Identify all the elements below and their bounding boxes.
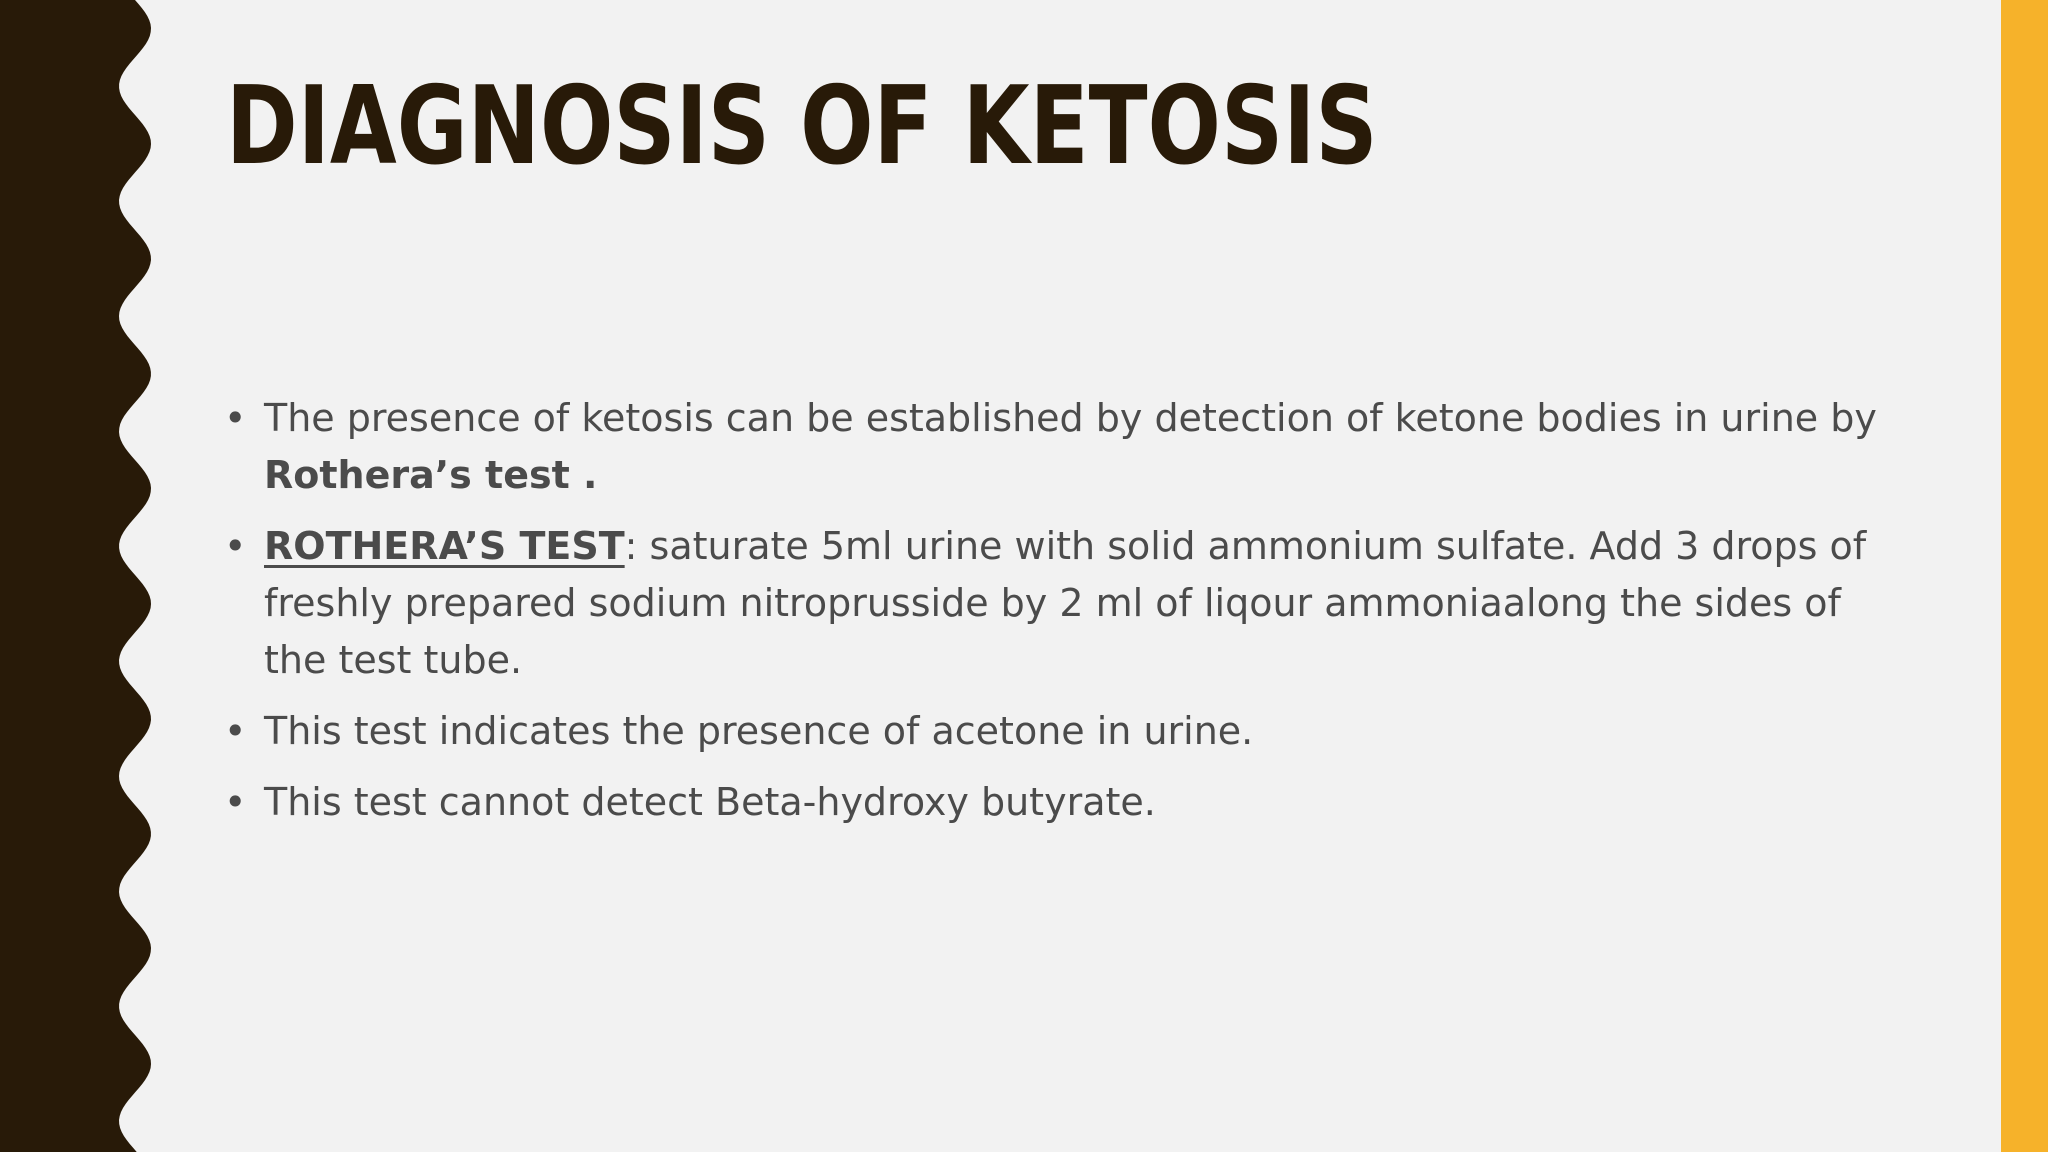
bullet-glyph: • xyxy=(224,780,247,824)
rotheras-test-emphasis: Rothera’s test . xyxy=(264,453,598,497)
bullet-item xyxy=(222,390,1912,504)
bullet-text: saturate 5ml urine with solid ammonium sulfate. Add 3 drops of freshly prepared sodium nitroprusside by 2 ml of liqour ammoniaalong the sides of the test tube. xyxy=(264,524,1867,682)
bullet-glyph: • xyxy=(224,396,247,440)
bullet-item xyxy=(222,774,1912,831)
bullet-text: The presence of ketosis can be established by detection of ketone bodies in urine by xyxy=(264,396,1877,440)
bullet-glyph: • xyxy=(224,524,247,568)
accent-side-bar xyxy=(2001,0,2048,1152)
bullet-list xyxy=(222,390,1912,845)
bullet-glyph: • xyxy=(224,709,247,753)
bullet-item xyxy=(222,518,1912,689)
rotheras-test-label: ROTHERA’S TEST xyxy=(264,524,625,568)
label-separator: : xyxy=(624,524,650,568)
bullet-text: This test indicates the presence of acetone in urine. xyxy=(264,709,1254,753)
bullet-item xyxy=(222,703,1912,760)
bullet-text: This test cannot detect Beta-hydroxy butyrate. xyxy=(264,780,1156,824)
wavy-side-band xyxy=(0,0,160,1152)
slide-title: DIAGNOSIS OF KETOSIS xyxy=(226,64,1378,189)
